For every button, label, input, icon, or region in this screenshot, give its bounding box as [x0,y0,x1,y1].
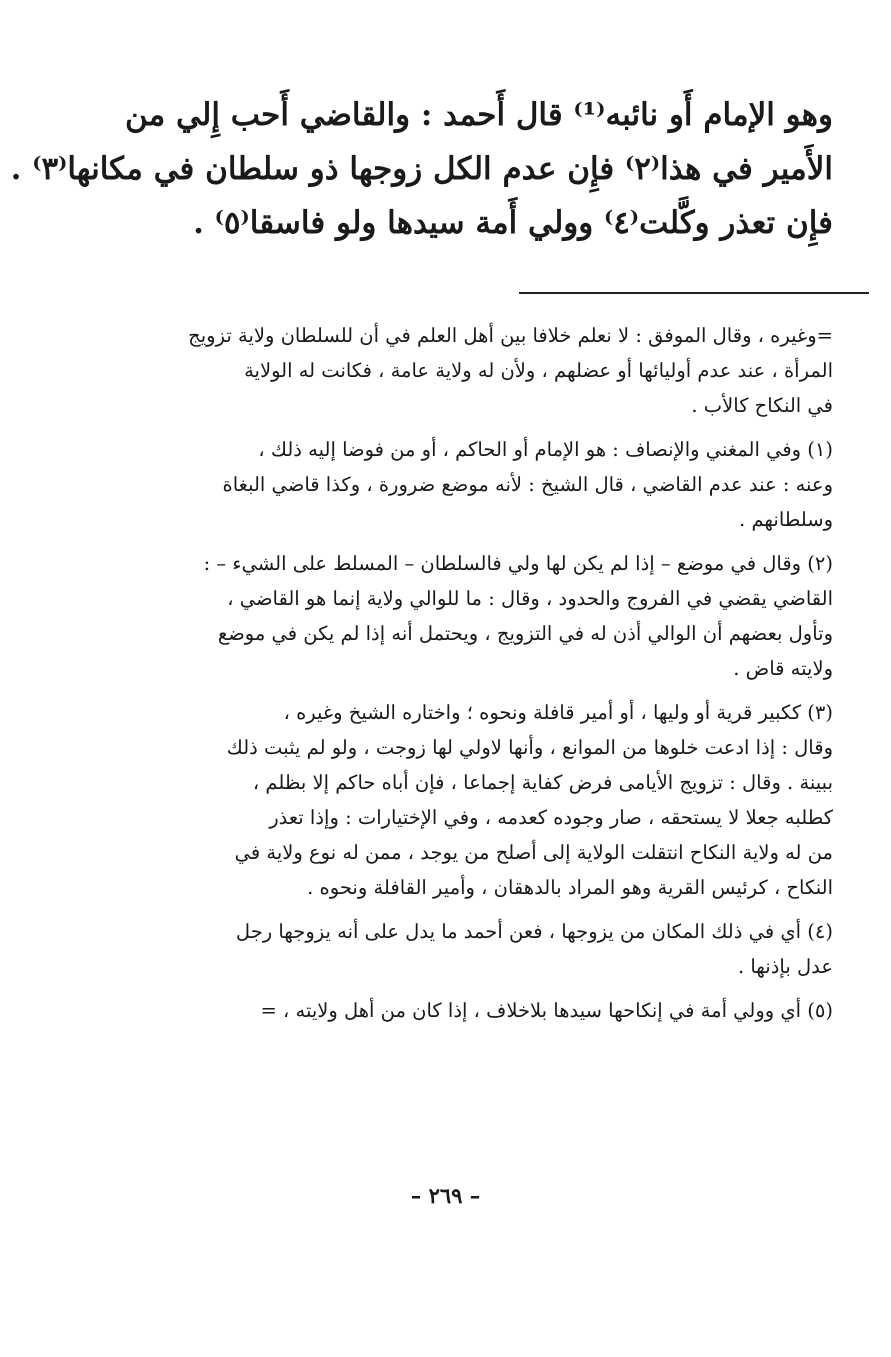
footnote-4 [75,914,833,984]
footnote-1 [75,432,833,537]
footnote-line: وسلطانهم . [739,508,833,531]
footnote-5 [75,993,833,1028]
footnote-line: ببينة . وقال : تزويج الأيامى فرض كفاية إجماعا ، فإن أباه حاكم إلا بظلم ، [252,771,833,794]
page-number: – ٢٦٩ – [410,1183,481,1208]
main-text-line: وهو الإمام أَو نائبه⁽¹⁾ قال أَحمد : والقاضي أَحب إِلي من [125,97,833,133]
footnote-line: القاضي يقضي في الفروج والحدود ، وقال : ما للوالي ولاية إنما هو القاضي ، [227,587,833,610]
footnote-line: (٢) وقال في موضع – إذا لم يكن لها ولي فالسلطان – المسلط على الشيء – : [203,552,833,575]
footnote-line: (١) وفي المغني والإنصاف : هو الإمام أو الحاكم ، أو من فوضا إليه ذلك ، [258,438,833,461]
footnotes [75,318,833,1037]
main-text-line: الأَمير في هذا⁽٢⁾ فإِن عدم الكل زوجها ذو سلطان في مكانها⁽٣⁾ . [10,151,833,187]
footnote-continuation [75,318,833,423]
footnote-line: في النكاح كالأب . [691,394,833,417]
footnote-2 [75,546,833,686]
footnote-line: من له ولاية النكاح انتقلت الولاية إلى أصلح من يوجد ، ممن له نوع ولاية في [234,841,833,864]
footnote-line: المرأة ، عند عدم أوليائها أو عضلهم ، ولأن له ولاية عامة ، فكانت له الولاية [244,359,833,382]
footnote-line: وعنه : عند عدم القاضي ، قال الشيخ : لأنه موضع ضرورة ، وكذا قاضي البغاة [222,473,833,496]
footnote-line: (٣) ككبير قرية أو وليها ، أو أمير قافلة ونحوه ؛ واختاره الشيخ وغيره ، [283,701,833,724]
footnote-line: كطلبه جعلا لا يستحقه ، صار وجوده كعدمه ، وفي الإختيارات : وإذا تعذر [269,806,833,829]
main-text-line: فإِن تعذر وكَّلت⁽٤⁾ وولي أَمة سيدها ولو فاسقا⁽٥⁾ . [193,205,833,241]
footnote-line: عدل بإذنها . [737,955,833,978]
footnote-line: وقال : إذا ادعت خلوها من الموانع ، وأنها لاولي لها زوجت ، ولو لم يثبت ذلك [226,736,833,759]
footnote-3 [75,695,833,905]
footnote-line: وتأول بعضهم أن الوالي أذن له في التزويج ، ويحتمل أنه إذا لم يكن في موضع [217,622,833,645]
footnote-divider [519,292,869,294]
footnote-line: النكاح ، كرئيس القرية وهو المراد بالدهقان ، وأمير القافلة ونحوه . [307,876,833,899]
main-text [10,88,833,250]
footnote-line: ولايته قاض . [733,657,833,680]
footnote-line: (٤) أي في ذلك المكان من يزوجها ، فعن أحمد ما يدل على أنه يزوجها رجل [235,920,833,943]
footnote-line: =وغيره ، وقال الموفق : لا نعلم خلافا بين أهل العلم في أن للسلطان ولاية تزويج [188,324,833,347]
footnote-line: (٥) أي وولي أمة في إنكاحها سيدها بلاخلاف ، إذا كان من أهل ولايته ، = [260,999,833,1022]
